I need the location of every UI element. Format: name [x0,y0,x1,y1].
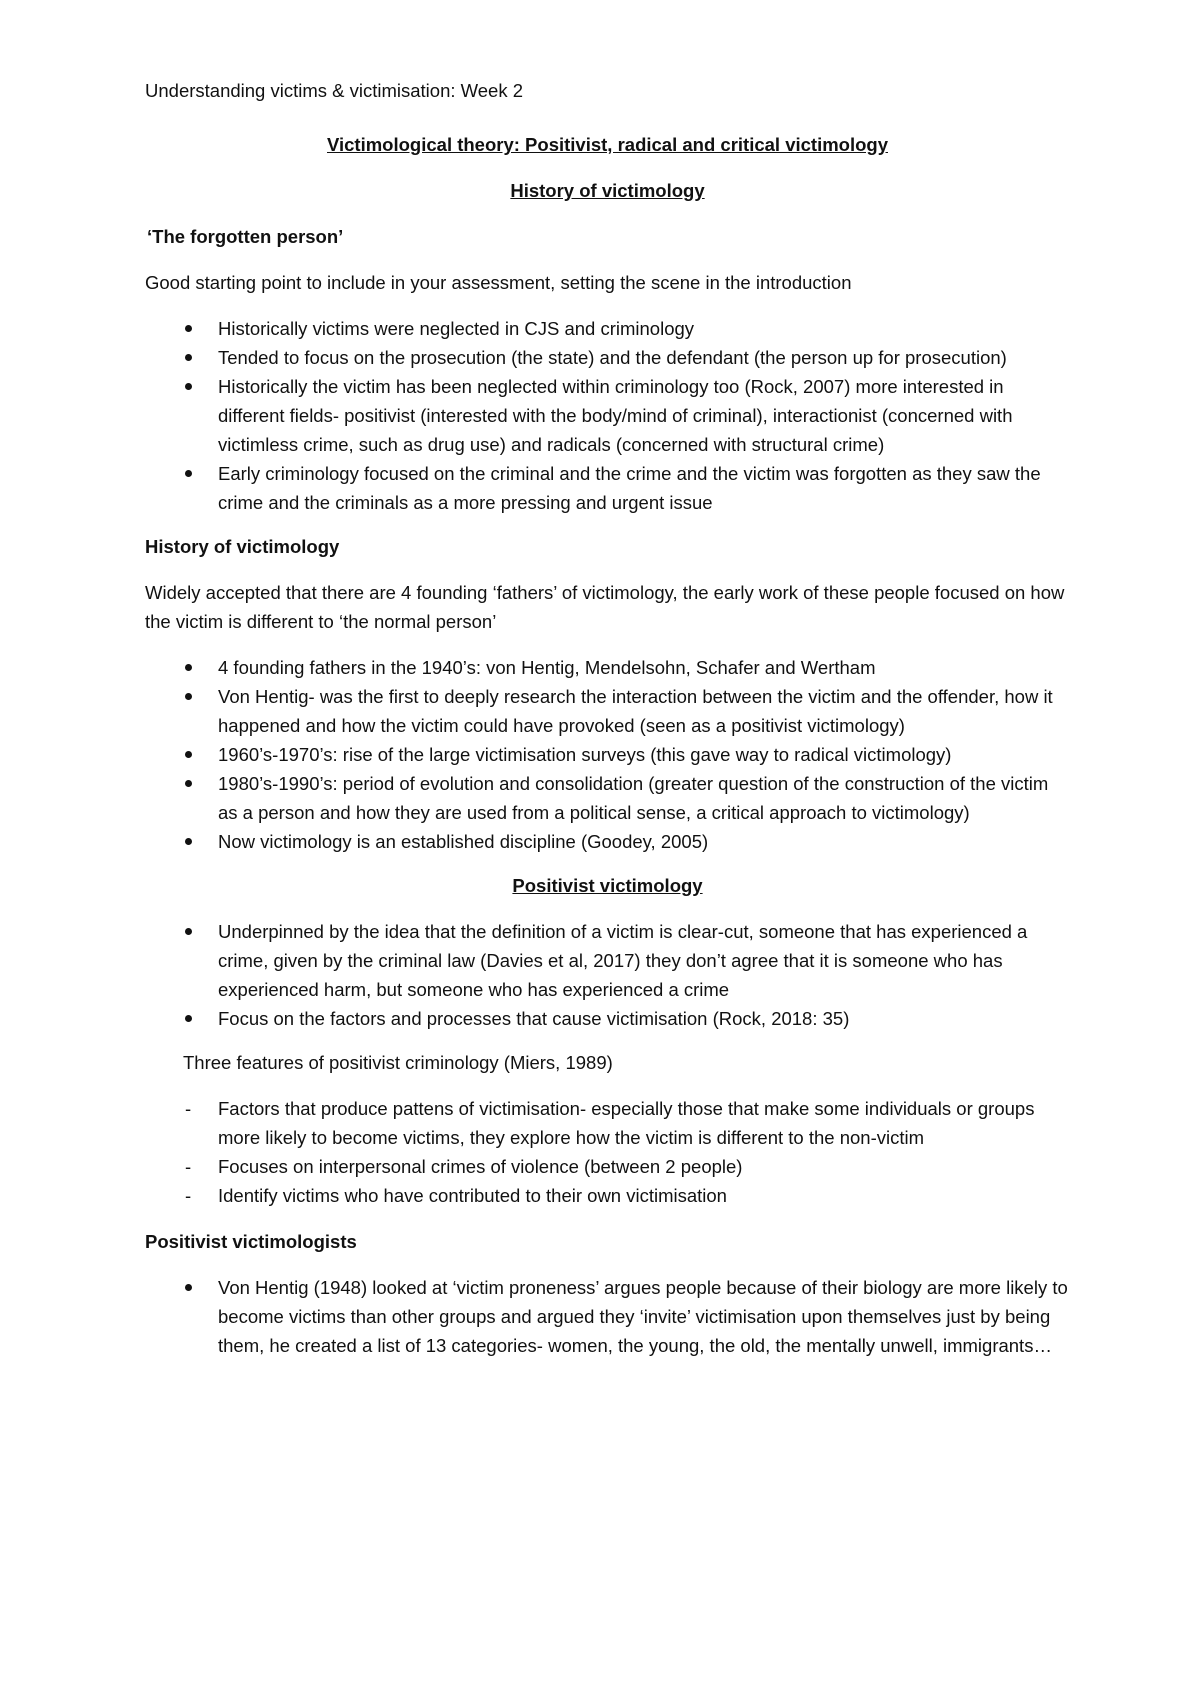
list-item: Now victimology is an established discipline (Goodey, 2005) [145,827,1070,856]
list-item: Historically the victim has been neglected within criminology too (Rock, 2007) more interested in different fields- positivist (interested with the body/mind of criminal), interactionist (concerned with victimless crime, such as drug use) and radicals (concerned with structural crime) [145,372,1070,459]
page-header: Understanding victims & victimisation: Week 2 [145,80,524,101]
bullet-list-positivist [145,917,1070,1033]
list-item: Historically victims were neglected in CJS and criminology [145,314,1070,343]
founding-fathers-paragraph: Widely accepted that there are 4 founding ‘fathers’ of victimology, the early work of these people focused on how the victim is different to ‘the normal person’ [145,582,1065,632]
forgotten-person-heading: ‘The forgotten person’ [147,226,344,247]
bullet-list-founding-fathers [145,653,1070,856]
list-item: Underpinned by the idea that the definition of a victim is clear-cut, someone that has experienced a crime, given by the criminal law (Davies et al, 2017) they don’t agree that it is someone who has experienced harm, but someone who has experienced a crime [145,917,1070,1004]
list-item: - Identify victims who have contributed to their own victimisation [145,1181,1070,1210]
list-item: 4 founding fathers in the 1940’s: von Hentig, Mendelsohn, Schafer and Wertham [145,653,1070,682]
dash-list-features [145,1094,1070,1210]
section-heading-positivist: Positivist victimology [512,875,703,896]
list-item: 1960’s-1970’s: rise of the large victimisation surveys (this gave way to radical victimology) [145,740,1070,769]
three-features-paragraph: Three features of positivist criminology (Miers, 1989) [183,1052,613,1073]
intro-paragraph: Good starting point to include in your assessment, setting the scene in the introduction [145,272,852,293]
list-item: - Factors that produce pattens of victimisation- especially those that make some individuals or groups more likely to become victims, they explore how the victim is different to the non-victim [145,1094,1070,1152]
section-heading-history: History of victimology [510,180,705,201]
list-item: Early criminology focused on the criminal and the crime and the victim was forgotten as they saw the crime and the criminals as a more pressing and urgent issue [145,459,1070,517]
list-item: Tended to focus on the prosecution (the state) and the defendant (the person up for prosecution) [145,343,1070,372]
section-heading-history-2: History of victimology [145,536,340,557]
document-title: Victimological theory: Positivist, radical and critical victimology [327,134,888,155]
list-item: Von Hentig- was the first to deeply research the interaction between the victim and the offender, how it happened and how the victim could have provoked (seen as a positivist victimology) [145,682,1070,740]
list-item: 1980’s-1990’s: period of evolution and consolidation (greater question of the construction of the victim as a person and how they are used from a political sense, a critical approach to victimology) [145,769,1070,827]
list-item: Focus on the factors and processes that cause victimisation (Rock, 2018: 35) [145,1004,1070,1033]
section-heading-victimologists: Positivist victimologists [145,1231,357,1252]
list-item: - Focuses on interpersonal crimes of violence (between 2 people) [145,1152,1070,1181]
list-item: Von Hentig (1948) looked at ‘victim proneness’ argues people because of their biology are more likely to become victims than other groups and argued they ‘invite’ victimisation upon themselves just by being them, he created a list of 13 categories- women, the young, the old, the mentally unwell, immigrants… [145,1273,1070,1360]
bullet-list-history [145,314,1070,517]
bullet-list-victimologists [145,1273,1070,1360]
